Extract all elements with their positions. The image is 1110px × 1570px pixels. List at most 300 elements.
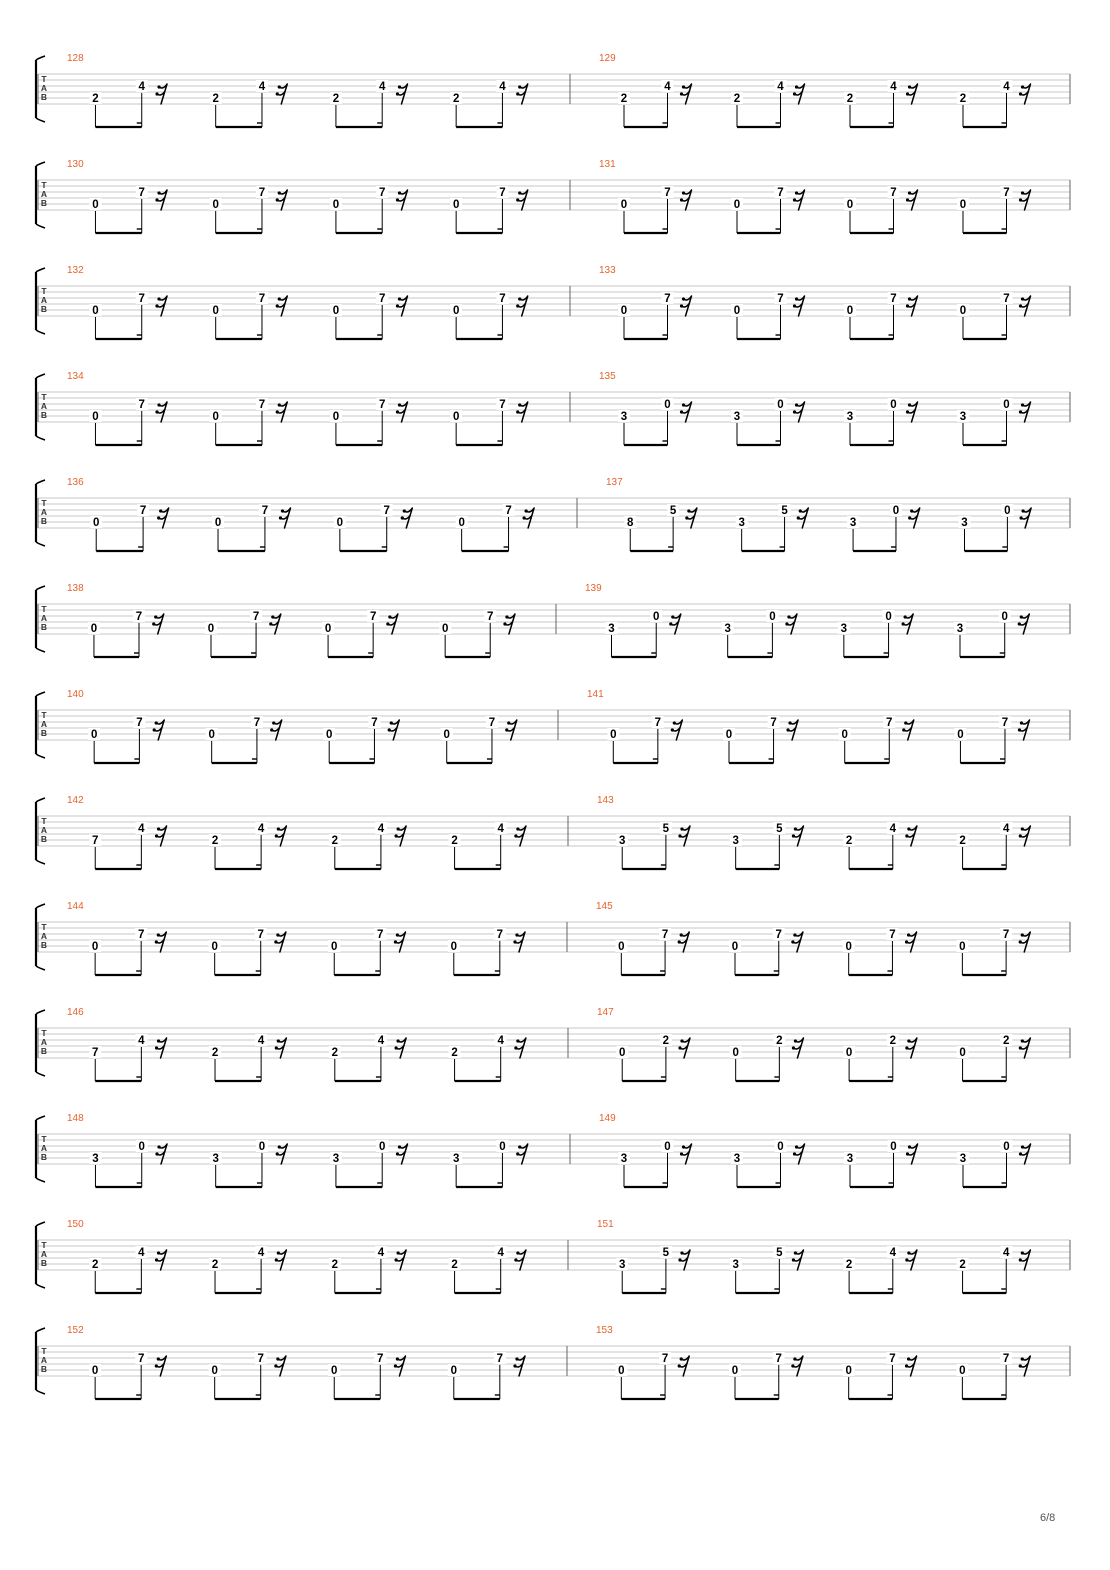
fret-number: 7 xyxy=(379,293,386,305)
fret-number: 0 xyxy=(336,517,344,529)
rest-dot xyxy=(398,85,401,88)
note-group xyxy=(206,716,282,763)
fret-number: 0 xyxy=(331,1365,338,1377)
rest-dot xyxy=(396,198,399,201)
fret-number: 0 xyxy=(211,941,218,953)
fret-number: 4 xyxy=(664,81,671,93)
fret-number: 3 xyxy=(619,835,626,847)
note-group xyxy=(330,80,408,127)
fret-number: 0 xyxy=(90,729,98,741)
rest-dot xyxy=(157,827,160,830)
rest-dot xyxy=(152,622,155,625)
measure-number: 153 xyxy=(596,1325,613,1336)
fret-number: 7 xyxy=(92,1047,99,1059)
tab-system xyxy=(36,583,1070,657)
rest-dot xyxy=(1020,615,1023,618)
tab-system xyxy=(36,901,1070,975)
fret-number: 3 xyxy=(733,1153,741,1165)
fret-number: 0 xyxy=(452,199,460,211)
note-group xyxy=(731,186,805,233)
fret-number: 2 xyxy=(332,93,340,105)
tab-clef-letter: T xyxy=(41,180,47,190)
rest-dot xyxy=(278,191,281,194)
note-group xyxy=(844,80,918,127)
note-group xyxy=(439,610,515,657)
note-group xyxy=(956,1352,1030,1399)
tab-clef-letter: B xyxy=(40,410,48,420)
note-group xyxy=(618,398,692,445)
fret-number: 3 xyxy=(733,411,741,423)
bracket-bottom-hook xyxy=(36,118,45,122)
measure-number: 137 xyxy=(606,477,623,488)
note-group xyxy=(616,822,690,869)
rest-dot xyxy=(154,615,157,618)
rest-dot xyxy=(155,1046,158,1049)
rest-dot xyxy=(157,85,160,88)
tab-clef-letter: B xyxy=(40,1152,48,1162)
note-group xyxy=(322,610,398,657)
fret-number: 7 xyxy=(1002,929,1010,941)
fret-number: 3 xyxy=(619,1259,626,1271)
fret-number: 7 xyxy=(654,717,662,729)
rest-dot xyxy=(388,728,391,731)
fret-number: 4 xyxy=(258,81,266,93)
fret-number: 4 xyxy=(777,81,784,93)
rest-dot xyxy=(682,403,685,406)
measure-number: 134 xyxy=(67,371,84,382)
fret-number: 0 xyxy=(620,305,628,317)
bracket-bottom-hook xyxy=(36,1284,45,1288)
bracket-top-hook xyxy=(36,904,45,908)
rest-dot xyxy=(794,827,797,830)
rest-dot xyxy=(516,410,519,413)
note-group xyxy=(89,928,166,975)
rest-dot xyxy=(277,1039,280,1042)
rest-dot xyxy=(1019,940,1022,943)
bracket-bottom-hook xyxy=(36,860,45,864)
fret-number: 0 xyxy=(138,1141,145,1153)
rest-dot xyxy=(792,1046,795,1049)
note-group xyxy=(957,292,1031,339)
note-group xyxy=(618,292,692,339)
note-group xyxy=(89,80,167,127)
rest-dot xyxy=(908,1145,911,1148)
fret-number: 0 xyxy=(620,199,628,211)
note-group xyxy=(731,80,805,127)
measure xyxy=(67,1113,528,1187)
rest-dot xyxy=(678,1364,681,1367)
rest-dot xyxy=(906,410,909,413)
rest-dot xyxy=(682,297,685,300)
tab-clef-letter: T xyxy=(41,816,47,826)
note-group xyxy=(209,1034,286,1081)
fret-number: 0 xyxy=(846,305,854,317)
fret-number: 3 xyxy=(846,1153,854,1165)
fret-number: 0 xyxy=(959,305,967,317)
note-group xyxy=(209,1246,286,1293)
fret-number: 3 xyxy=(332,1153,340,1165)
fret-number: 7 xyxy=(890,187,897,199)
fret-number: 7 xyxy=(496,929,504,941)
measure xyxy=(587,689,1029,763)
rest-dot xyxy=(276,1152,279,1155)
note-group xyxy=(729,1352,803,1399)
fret-number: 0 xyxy=(885,611,892,623)
rest-dot xyxy=(907,827,910,830)
fret-number: 0 xyxy=(324,623,332,635)
rest-dot xyxy=(673,721,676,724)
tab-clef-letter: A xyxy=(40,719,48,729)
rest-dot xyxy=(907,933,910,936)
fret-number: 0 xyxy=(890,399,897,411)
rest-dot xyxy=(678,1258,681,1261)
tab-clef-letter: A xyxy=(40,931,48,941)
tab-clef-letter: A xyxy=(40,1143,48,1153)
fret-number: 2 xyxy=(331,835,339,847)
rest-dot xyxy=(271,615,274,618)
note-group xyxy=(210,398,288,445)
rest-dot xyxy=(272,721,275,724)
rest-dot xyxy=(906,198,909,201)
tab-system xyxy=(36,477,1070,551)
fret-number: 3 xyxy=(840,623,848,635)
fret-number: 5 xyxy=(781,505,788,517)
rest-dot xyxy=(276,1357,279,1360)
fret-number: 3 xyxy=(732,835,739,847)
measure-number: 129 xyxy=(599,53,616,64)
fret-number: 2 xyxy=(331,1047,339,1059)
note-group xyxy=(957,398,1031,445)
rest-dot xyxy=(1021,1145,1024,1148)
rest-dot xyxy=(799,509,802,512)
fret-number: 4 xyxy=(1003,81,1010,93)
fret-number: 0 xyxy=(1003,399,1010,411)
note-group xyxy=(449,1246,526,1293)
rest-dot xyxy=(788,721,791,724)
fret-number: 0 xyxy=(618,1365,625,1377)
fret-number: 3 xyxy=(212,1153,219,1165)
bracket-bottom-hook xyxy=(36,1072,45,1076)
page-number: 6/8 xyxy=(1040,1512,1056,1524)
fret-number: 7 xyxy=(889,929,896,941)
rest-dot xyxy=(396,410,399,413)
note-group xyxy=(730,1034,804,1081)
measure-number: 144 xyxy=(67,901,84,912)
rest-dot xyxy=(671,615,674,618)
note-group xyxy=(450,398,528,445)
fret-number: 0 xyxy=(892,505,900,517)
fret-number: 4 xyxy=(379,81,386,93)
rest-dot xyxy=(680,1357,683,1360)
rest-dot xyxy=(270,728,273,731)
rest-dot xyxy=(398,403,401,406)
fret-number: 4 xyxy=(890,81,897,93)
rest-dot xyxy=(518,85,521,88)
rest-dot xyxy=(1021,933,1024,936)
measure-number: 149 xyxy=(599,1113,616,1124)
measure-number: 133 xyxy=(599,265,616,276)
fret-number: 0 xyxy=(959,1365,966,1377)
note-group xyxy=(615,1352,689,1399)
rest-dot xyxy=(157,1251,160,1254)
note-group xyxy=(89,1034,166,1081)
rest-dot xyxy=(907,1357,910,1360)
rest-dot xyxy=(516,1039,519,1042)
fret-number: 0 xyxy=(777,1141,784,1153)
rest-dot xyxy=(518,191,521,194)
rest-dot xyxy=(275,1258,278,1261)
fret-number: 2 xyxy=(846,93,854,105)
note-group xyxy=(957,822,1031,869)
fret-number: 0 xyxy=(769,611,776,623)
fret-number: 7 xyxy=(664,187,671,199)
fret-number: 7 xyxy=(661,929,669,941)
measure xyxy=(596,1325,1030,1399)
note-group xyxy=(210,292,288,339)
fret-number: 0 xyxy=(92,199,99,211)
rest-dot xyxy=(907,1039,910,1042)
fret-number: 5 xyxy=(776,823,783,835)
fret-number: 4 xyxy=(497,823,504,835)
fret-number: 0 xyxy=(959,1047,966,1059)
measure-number: 128 xyxy=(67,53,84,64)
tab-clef-letter: B xyxy=(40,1046,48,1056)
note-group xyxy=(722,610,797,657)
rest-dot xyxy=(397,1039,400,1042)
fret-number: 7 xyxy=(496,1353,504,1365)
tab-system xyxy=(36,1007,1070,1081)
note-group xyxy=(448,1352,525,1399)
fret-number: 2 xyxy=(959,1259,966,1271)
rest-dot xyxy=(680,1039,683,1042)
measure-number: 135 xyxy=(599,371,616,382)
note-group xyxy=(957,1246,1031,1293)
fret-number: 7 xyxy=(379,187,386,199)
fret-number: 0 xyxy=(1003,1141,1010,1153)
fret-number: 2 xyxy=(733,93,741,105)
fret-number: 0 xyxy=(733,305,741,317)
note-group xyxy=(615,928,689,975)
note-group xyxy=(956,928,1030,975)
fret-number: 0 xyxy=(664,1141,671,1153)
rest-dot xyxy=(907,1251,910,1254)
rest-dot xyxy=(795,403,798,406)
measure xyxy=(599,159,1031,233)
measure xyxy=(597,795,1030,869)
tab-clef-letter: T xyxy=(41,74,47,84)
tab-system xyxy=(36,371,1070,445)
rest-dot xyxy=(1021,1251,1024,1254)
fret-number: 2 xyxy=(620,93,628,105)
rest-dot xyxy=(513,940,516,943)
note-group xyxy=(89,1246,166,1293)
note-group xyxy=(210,1140,288,1187)
rest-dot xyxy=(904,615,907,618)
fret-number: 2 xyxy=(959,93,967,105)
rest-dot xyxy=(503,622,506,625)
note-group xyxy=(329,1246,406,1293)
rest-dot xyxy=(394,1364,397,1367)
measure xyxy=(67,1007,526,1081)
fret-number: 8 xyxy=(627,517,634,529)
tab-clef-letter: T xyxy=(41,1346,47,1356)
rest-dot xyxy=(680,1152,683,1155)
fret-number: 7 xyxy=(664,293,671,305)
fret-number: 7 xyxy=(257,1353,264,1365)
note-group xyxy=(210,186,288,233)
note-group xyxy=(450,1140,528,1187)
rest-dot xyxy=(396,92,399,95)
fret-number: 3 xyxy=(724,623,731,635)
note-group xyxy=(450,80,528,127)
measure xyxy=(599,371,1031,445)
rest-dot xyxy=(1021,191,1024,194)
fret-number: 7 xyxy=(261,505,269,517)
fret-number: 2 xyxy=(211,1259,219,1271)
fret-number: 0 xyxy=(959,941,966,953)
fret-number: 0 xyxy=(653,611,660,623)
rest-dot xyxy=(396,1357,399,1360)
rest-dot xyxy=(678,834,681,837)
fret-number: 0 xyxy=(258,1141,266,1153)
note-group xyxy=(323,716,399,763)
rest-dot xyxy=(155,198,158,201)
fret-number: 2 xyxy=(959,835,966,847)
fret-number: 7 xyxy=(383,505,390,517)
rest-dot xyxy=(685,516,688,519)
fret-number: 7 xyxy=(138,187,145,199)
tab-clef-letter: B xyxy=(40,92,48,102)
note-group xyxy=(456,504,534,551)
note-group xyxy=(209,822,286,869)
note-group xyxy=(209,1352,286,1399)
tab-clef-letter: B xyxy=(40,1364,48,1374)
fret-number: 2 xyxy=(211,1047,219,1059)
note-group xyxy=(618,1140,692,1187)
measure-number: 145 xyxy=(596,901,613,912)
tab-clef-letter: T xyxy=(41,1240,47,1250)
bracket-top-hook xyxy=(36,586,45,590)
tab-clef-letter: A xyxy=(40,189,48,199)
fret-number: 7 xyxy=(135,611,143,623)
bracket-bottom-hook xyxy=(36,542,45,546)
rest-dot xyxy=(505,615,508,618)
rest-dot xyxy=(276,304,279,307)
rest-dot xyxy=(1019,92,1022,95)
rest-dot xyxy=(153,728,156,731)
note-group xyxy=(729,928,803,975)
rest-dot xyxy=(396,1152,399,1155)
fret-number: 0 xyxy=(499,1141,506,1153)
rest-dot xyxy=(516,92,519,95)
rest-dot xyxy=(395,834,398,837)
rest-dot xyxy=(155,1258,158,1261)
tab-clef-letter: T xyxy=(41,604,47,614)
note-group xyxy=(844,1140,918,1187)
rest-dot xyxy=(518,297,521,300)
fret-number: 7 xyxy=(371,717,378,729)
bracket-top-hook xyxy=(36,162,45,166)
note-group xyxy=(624,504,697,551)
fret-number: 7 xyxy=(138,399,145,411)
tab-system xyxy=(36,1219,1070,1293)
fret-number: 7 xyxy=(777,187,784,199)
measure xyxy=(67,1219,526,1293)
fret-number: 7 xyxy=(775,1353,782,1365)
fret-number: 4 xyxy=(377,1035,385,1047)
note-group xyxy=(90,504,168,551)
tab-clef-letter: A xyxy=(40,83,48,93)
rest-dot xyxy=(515,933,518,936)
note-group xyxy=(957,1140,1031,1187)
fret-number: 0 xyxy=(92,305,99,317)
fret-number: 2 xyxy=(1003,1035,1010,1047)
rest-dot xyxy=(1019,1258,1022,1261)
bracket-bottom-hook xyxy=(36,330,45,334)
rest-dot xyxy=(669,622,672,625)
fret-number: 4 xyxy=(499,81,506,93)
rest-dot xyxy=(795,1145,798,1148)
rest-dot xyxy=(1018,728,1021,731)
fret-number: 0 xyxy=(777,399,784,411)
fret-number: 0 xyxy=(92,411,99,423)
fret-number: 2 xyxy=(845,1259,853,1271)
tab-clef-letter: B xyxy=(40,198,48,208)
rest-dot xyxy=(680,410,683,413)
fret-number: 0 xyxy=(610,729,617,741)
note-group xyxy=(847,504,920,551)
fret-number: 0 xyxy=(91,941,99,953)
note-group xyxy=(328,928,405,975)
note-group xyxy=(330,292,408,339)
tab-clef-letter: B xyxy=(40,834,48,844)
note-group xyxy=(843,1352,917,1399)
tab-clef-letter: A xyxy=(40,613,48,623)
note-group xyxy=(844,186,918,233)
fret-number: 4 xyxy=(497,1247,504,1259)
rest-dot xyxy=(902,728,905,731)
note-group xyxy=(844,398,918,445)
rest-dot xyxy=(275,834,278,837)
rest-dot xyxy=(904,721,907,724)
note-group xyxy=(843,822,917,869)
rest-dot xyxy=(1019,834,1022,837)
tab-clef-letter: B xyxy=(40,516,48,526)
note-group xyxy=(329,1034,406,1081)
fret-number: 3 xyxy=(92,1153,99,1165)
fret-number: 0 xyxy=(208,729,215,741)
fret-number: 2 xyxy=(451,1259,458,1271)
rest-dot xyxy=(1019,1364,1022,1367)
rest-dot xyxy=(1020,516,1023,519)
note-group xyxy=(618,80,692,127)
tab-clef-letter: T xyxy=(41,286,47,296)
note-group xyxy=(730,1246,804,1293)
rest-dot xyxy=(1019,304,1022,307)
note-group xyxy=(731,398,805,445)
rest-dot xyxy=(390,721,393,724)
tab-clef-letter: A xyxy=(40,1355,48,1365)
measure xyxy=(599,53,1031,127)
fret-number: 7 xyxy=(499,187,506,199)
rest-dot xyxy=(396,933,399,936)
fret-number: 0 xyxy=(90,623,98,635)
note-group xyxy=(88,716,164,763)
fret-number: 2 xyxy=(776,1035,783,1047)
rest-dot xyxy=(795,85,798,88)
tab-clef-letter: A xyxy=(40,507,48,517)
rest-dot xyxy=(395,1258,398,1261)
